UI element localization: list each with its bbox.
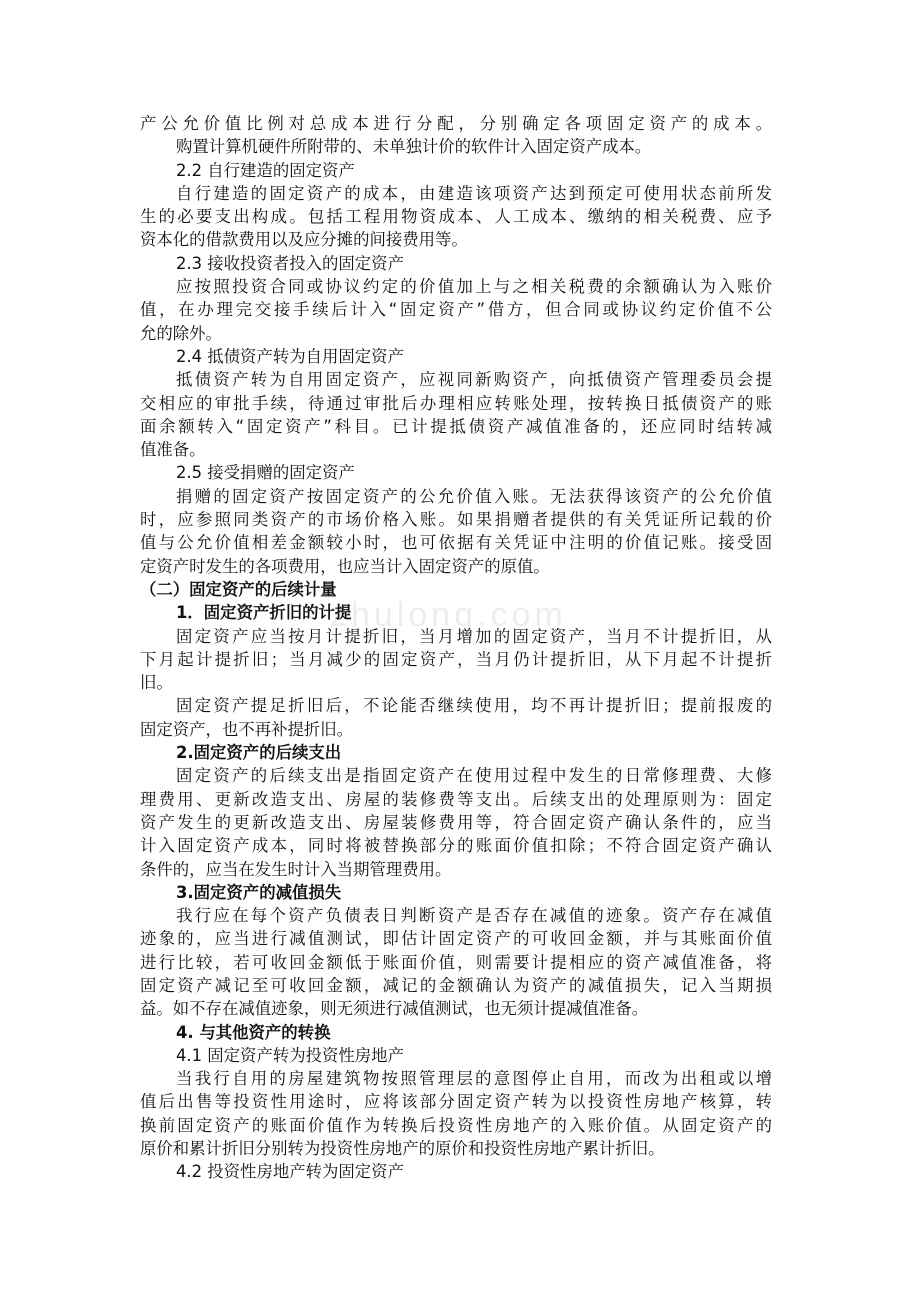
- paragraph-line: 换前固定资产的账面价值作为转换后投资性房地产的入账价值。从固定资产的: [140, 1115, 772, 1135]
- paragraph-line: 购置计算机硬件所附带的、未单独计价的软件计入固定资产成本。: [176, 137, 652, 157]
- paragraph-line: 自行建造的固定资产的成本，由建造该项资产达到预定可使用状态前所发: [176, 183, 772, 203]
- paragraph-line: 固定资产，也不再补提折旧。: [140, 719, 354, 739]
- paragraph-line: 我行应在每个资产负债表日判断资产是否存在减值的迹象。资产存在减值: [176, 906, 772, 926]
- subsection-heading: 2.4 抵债资产转为自用固定资产: [176, 346, 404, 366]
- paragraph-line: 下月起计提折旧；当月减少的固定资产，当月仍计提折旧，从下月起不计提折: [140, 649, 772, 669]
- paragraph-line: 固定资产的后续支出是指固定资产在使用过程中发生的日常修理费、大修: [176, 766, 772, 786]
- paragraph-line: 值与公允价值相差金额较小时，也可依据有关凭证中注明的价值记账。接受固: [140, 533, 772, 553]
- subsection-heading: 4.2 投资性房地产转为固定资产: [176, 1162, 404, 1182]
- subsection-heading: 2.3 接收投资者投入的固定资产: [176, 253, 404, 273]
- section-heading: （二）固定资产的后续计量: [140, 579, 337, 599]
- document-body: [140, 112, 772, 1184]
- paragraph-line: 允的除外。: [140, 323, 222, 343]
- paragraph-line: 交相应的审批手续，待通过审批后办理相应转账处理，按转换日抵债资产的账: [140, 393, 772, 413]
- paragraph-line: 值后出售等投资性用途时，应将该部分固定资产转为以投资性房地产核算，转: [140, 1092, 772, 1112]
- paragraph-line: 资本化的借款费用以及应分摊的间接费用等。: [140, 230, 468, 250]
- paragraph-line: 定资产时发生的各项费用，也应当计入固定资产的原值。: [140, 556, 550, 576]
- paragraph-line: 固定资产应当按月计提折旧，当月增加的固定资产，当月不计提折旧，从: [176, 626, 772, 646]
- paragraph-line: 抵债资产转为自用固定资产，应视同新购资产，向抵债资产管理委员会提: [176, 370, 772, 390]
- paragraph-line: 当我行自用的房屋建筑物按照管理层的意图停止自用，而改为出租或以增: [176, 1069, 772, 1089]
- paragraph-line: 原价和累计折旧分别转为投资性房地产的原价和投资性房地产累计折旧。: [140, 1139, 665, 1159]
- paragraph-line: 资产发生的更新改造支出、房屋装修费用等，符合固定资产确认条件的，应当: [140, 812, 772, 832]
- subsection-heading: 2.5 接受捐赠的固定资产: [176, 463, 355, 483]
- subsection-heading: 4.1 固定资产转为投资性房地产: [176, 1045, 404, 1065]
- subsection-heading: 2.2 自行建造的固定资产: [176, 160, 355, 180]
- paragraph-line: 值，在办理完交接手续后计入“固定资产”借方，但合同或协议约定价值不公: [140, 300, 772, 320]
- subsection-heading: 2.固定资产的后续支出: [176, 743, 342, 763]
- paragraph-line: 计入固定资产成本，同时将被替换部分的账面价值扣除；不符合固定资产确认: [140, 836, 772, 856]
- paragraph-line: 迹象的，应当进行减值测试，即估计固定资产的可收回金额，并与其账面价值: [140, 929, 772, 949]
- watermark: zhulong.com: [330, 596, 567, 634]
- paragraph-line: 益。如不存在减值迹象，则无须进行减值测试，也无须计提减值准备。: [140, 999, 649, 1019]
- paragraph-line: 固定资产减记至可收回金额，减记的金额确认为资产的减值损失，记入当期损: [140, 975, 772, 995]
- paragraph-line: 捐赠的固定资产按固定资产的公允价值入账。无法获得该资产的公允价值: [176, 486, 772, 506]
- paragraph-line: 时，应参照同类资产的市场价格入账。如果捐赠者提供的有关凭证所记载的价: [140, 510, 772, 530]
- subsection-heading: 1．固定资产折旧的计提: [176, 603, 352, 623]
- paragraph-line: 值准备。: [140, 440, 206, 460]
- paragraph-line: 理费用、更新改造支出、房屋的装修费等支出。后续支出的处理原则为：固定: [140, 789, 772, 809]
- subsection-heading: 3.固定资产的减值损失: [176, 882, 342, 902]
- paragraph-line: 进行比较，若可收回金额低于账面价值，则需要计提相应的资产减值准备，将: [140, 952, 772, 972]
- paragraph-line: 生的必要支出构成。包括工程用物资成本、人工成本、缴纳的相关税费、应予: [140, 207, 772, 227]
- paragraph-line: 产公允价值比例对总成本进行分配，分别确定各项固定资产的成本。: [140, 114, 772, 133]
- paragraph-line: 旧。: [140, 673, 173, 693]
- subsection-heading: 4. 与其他资产的转换: [176, 1022, 331, 1042]
- paragraph-line: 面余额转入“固定资产”科目。已计提抵债资产减值准备的，还应同时结转减: [140, 416, 772, 436]
- paragraph-line: 条件的，应当在发生时计入当期管理费用。: [140, 859, 452, 879]
- paragraph-line: 应按照投资合同或协议约定的价值加上与之相关税费的余额确认为入账价: [176, 277, 772, 297]
- paragraph-line: 固定资产提足折旧后，不论能否继续使用，均不再计提折旧；提前报废的: [176, 696, 772, 716]
